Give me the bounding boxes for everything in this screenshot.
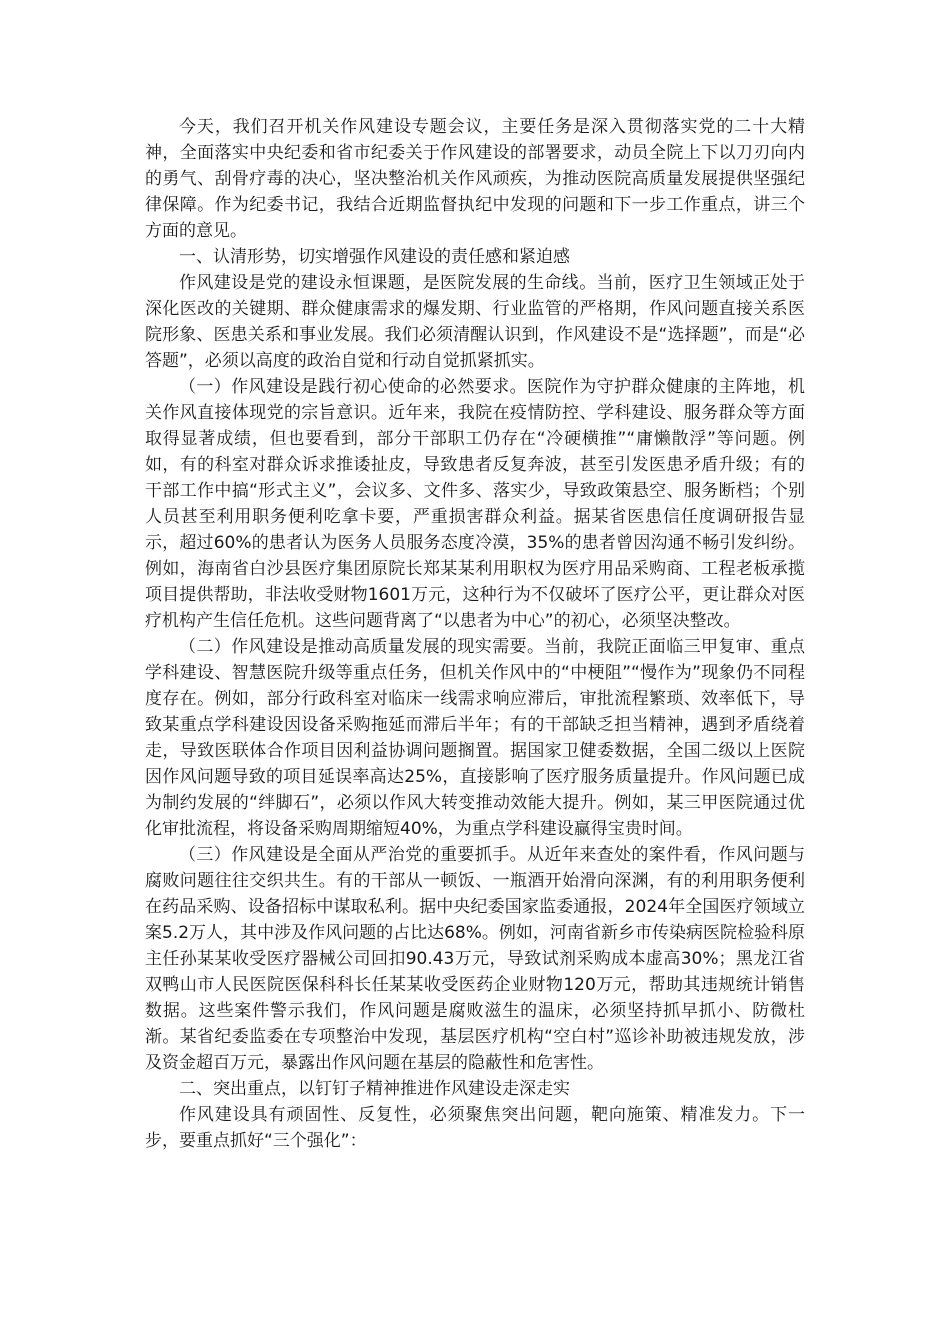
section-1-point-1-paragraph: （一）作风建设是践行初心使命的必然要求。医院作为守护群众健康的主阵地，机关作风直接体现党的宗旨意识。近年来，我院在疫情防控、学科建设、服务群众等方面取得显著成绩，但也要看到，部分干部职工仍存在“冷硬横推”“庸懒散浮”等问题。例如，有的科室对群众诉求推诿扯皮，导致患者反复奔波，甚至引发医患矛盾升级；有的干部工作中搞“形式主义”，会议多、文件多、落实少，导致政策悬空、服务断档；个别人员甚至利用职务便利吃拿卡要，严重损害群众利益。据某省医患信任度调研报告显示，超过60%的患者认为医务人员服务态度冷漠，35%的患者曾因沟通不畅引发纠纷。例如，海南省白沙县医疗集团原院长郑某某利用职权为医疗用品采购商、工程老板承揽项目提供帮助，非法收受财物1601万元，这种行为不仅破坏了医疗公平，更让群众对医疗机构产生信任危机。这些问题背离了“以患者为中心”的初心，必须坚决整改。: [145, 377, 805, 631]
section-2-intro-paragraph: 作风建设具有顽固性、反复性，必须聚焦突出问题，靶向施策、精准发力。下一步，要重点抓好“三个强化”：: [145, 1105, 805, 1151]
intro-paragraph: 今天，我们召开机关作风建设专题会议，主要任务是深入贯彻落实党的二十大精神，全面落实中央纪委和省市纪委关于作风建设的部署要求，动员全院上下以刀刃向内的勇气、刮骨疗毒的决心，坚决整治机关作风顽疾，为推动医院高质量发展提供坚强纪律保障。作为纪委书记，我结合近期监督执纪中发现的问题和下一步工作重点，讲三个方面的意见。: [145, 117, 805, 241]
section-1-intro-paragraph: 作风建设是党的建设永恒课题，是医院发展的生命线。当前，医疗卫生领域正处于深化医改的关键期、群众健康需求的爆发期、行业监管的严格期，作风问题直接关系医院形象、医患关系和事业发展。我们必须清醒认识到，作风建设不是“选择题”，而是“必答题”，必须以高度的政治自觉和行动自觉抓紧抓实。: [145, 273, 805, 371]
section-1-point-3-paragraph: （三）作风建设是全面从严治党的重要抓手。从近年来查处的案件看，作风问题与腐败问题往往交织共生。有的干部从一顿饭、一瓶酒开始滑向深渊，有的利用职务便利在药品采购、设备招标中谋取私利。据中央纪委国家监委通报，2024年全国医疗领域立案5.2万人，其中涉及作风问题的占比达68%。例如，河南省新乡市传染病医院检验科原主任孙某某收受医疗器械公司回扣90.43万元，导致试剂采购成本虚高30%；黑龙江省双鸭山市人民医院医保科科长任某某收受医药企业财物120万元，帮助其违规统计销售数据。这些案件警示我们，作风问题是腐败滋生的温床，必须坚持抓早抓小、防微杜渐。某省纪委监委在专项整治中发现，基层医疗机构“空白村”巡诊补助被违规发放，涉及资金超百万元，暴露出作风问题在基层的隐蔽性和危害性。: [145, 845, 805, 1073]
document-body: [145, 114, 805, 1154]
section-1-point-2-paragraph: （二）作风建设是推动高质量发展的现实需要。当前，我院正面临三甲复审、重点学科建设、智慧医院升级等重点任务，但机关作风中的“中梗阻”“慢作为”现象仍不同程度存在。例如，部分行政科室对临床一线需求响应滞后，审批流程繁琐、效率低下，导致某重点学科建设因设备采购拖延而滞后半年；有的干部缺乏担当精神，遇到矛盾绕着走，导致医联体合作项目因利益协调问题搁置。据国家卫健委数据，全国二级以上医院因作风问题导致的项目延误率高达25%，直接影响了医疗服务质量提升。作风问题已成为制约发展的“绊脚石”，必须以作风大转变推动效能大提升。例如，某三甲医院通过优化审批流程，将设备采购周期缩短40%，为重点学科建设赢得宝贵时间。: [145, 637, 805, 839]
section-heading-1: 一、认清形势，切实增强作风建设的责任感和紧迫感: [179, 247, 570, 267]
section-heading-2: 二、突出重点，以钉钉子精神推进作风建设走深走实: [179, 1079, 570, 1099]
